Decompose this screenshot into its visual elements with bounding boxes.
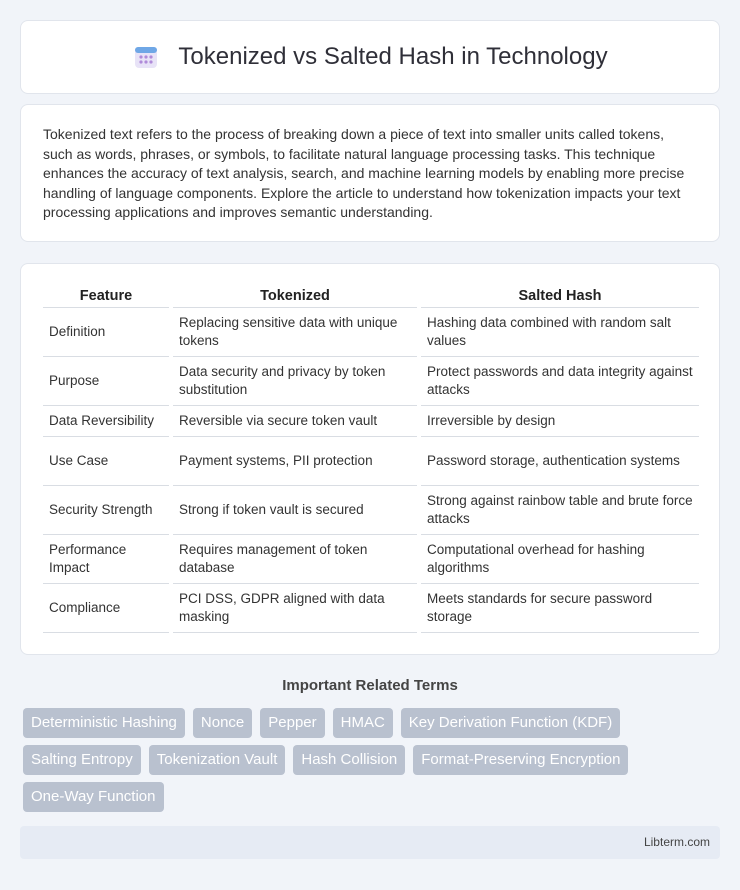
salted-hash-cell: Irreversible by design [421,406,699,437]
table-row [43,486,699,535]
tokenized-cell: PCI DSS, GDPR aligned with data masking [173,584,417,633]
tokenized-cell: Replacing sensitive data with unique tokens [173,308,417,357]
header-feature: Feature [43,286,169,308]
term-tag-salting-entropy[interactable]: Salting Entropy [23,745,141,775]
term-tag-deterministic-hashing[interactable]: Deterministic Hashing [23,708,185,738]
related-terms-list [23,708,723,812]
page-title: Tokenized vs Salted Hash in Technology [178,43,608,70]
term-tag-tokenization-vault[interactable]: Tokenization Vault [149,745,286,775]
intro-paragraph: Tokenized text refers to the process of breaking down a piece of text into smaller units called tokens, such as words, phrases, or symbols, to facilitate natural language processing tasks. This technique enhances the accuracy of text analysis, search, and machine learning models by enabling more precise handling of language components. Explore the article to understand how tokenization impacts your text processing applications and improves semantic understanding. [43,126,685,220]
calendar-grid-icon [132,43,160,71]
feature-cell: Definition [43,308,169,357]
tokenized-cell: Requires management of token database [173,535,417,584]
tokenized-cell: Data security and privacy by token substitution [173,357,417,406]
term-tag-nonce[interactable]: Nonce [193,708,252,738]
footer-site-link[interactable]: Libterm.com [643,835,710,849]
tokenized-cell: Reversible via secure token vault [173,406,417,437]
term-tag-pepper[interactable]: Pepper [260,708,324,738]
term-tag-hash-collision[interactable]: Hash Collision [293,745,405,775]
salted-hash-cell: Computational overhead for hashing algorithms [421,535,699,584]
salted-hash-cell: Protect passwords and data integrity against attacks [421,357,699,406]
feature-cell: Use Case [43,437,169,486]
table-row [43,535,699,584]
header-tokenized: Tokenized [173,286,417,308]
comparison-table [39,286,703,633]
comparison-table-card [20,263,720,655]
salted-hash-cell: Password storage, authentication systems [421,437,699,486]
table-row [43,308,699,357]
feature-cell: Purpose [43,357,169,406]
title-wrap [132,43,607,71]
footer [20,826,720,859]
term-tag-hmac[interactable]: HMAC [333,708,393,738]
intro-card [20,104,720,242]
table-row [43,584,699,633]
term-tag-kdf[interactable]: Key Derivation Function (KDF) [401,708,620,738]
term-tag-format-preserving-encryption[interactable]: Format-Preserving Encryption [413,745,628,775]
feature-cell: Data Reversibility [43,406,169,437]
tokenized-cell: Strong if token vault is secured [173,486,417,535]
salted-hash-cell: Hashing data combined with random salt values [421,308,699,357]
header-salted-hash: Salted Hash [421,286,699,308]
feature-cell: Performance Impact [43,535,169,584]
feature-cell: Security Strength [43,486,169,535]
term-tag-one-way-function[interactable]: One-Way Function [23,782,164,812]
table-row [43,406,699,437]
header-card [20,20,720,94]
tokenized-cell: Payment systems, PII protection [173,437,417,486]
feature-cell: Compliance [43,584,169,633]
salted-hash-cell: Meets standards for secure password storage [421,584,699,633]
table-row [43,357,699,406]
table-row [43,437,699,486]
table-header-row [43,286,699,308]
salted-hash-cell: Strong against rainbow table and brute force attacks [421,486,699,535]
related-terms-heading: Important Related Terms [282,677,458,694]
